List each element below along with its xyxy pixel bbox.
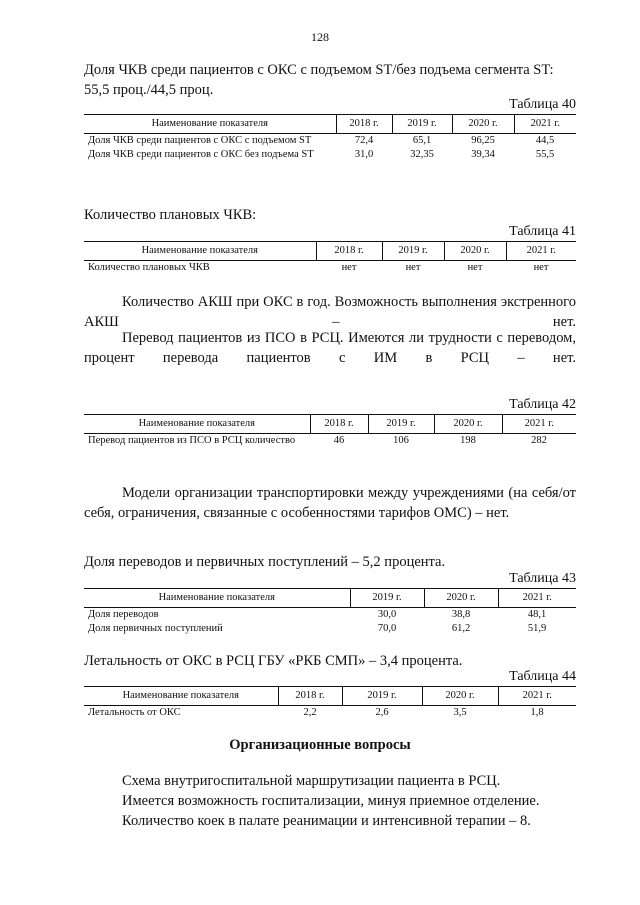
row-label: Перевод пациентов из ПСО в РСЦ количество bbox=[88, 435, 296, 446]
paragraph-planned-pci: Количество плановых ЧКВ: bbox=[84, 207, 257, 223]
cell-value: 96,25 bbox=[471, 135, 495, 146]
paragraph-transfer: Перевод пациентов из ПСО в РСЦ. Имеются ли трудности с переводом, процент перевода пациентов с ИМ в РСЦ – нет. bbox=[84, 330, 576, 366]
paragraph-cabg: Количество АКШ при ОКС в год. Возможность выполнения экстренного АКШ – нет. bbox=[84, 294, 576, 330]
cell-value: 48,1 bbox=[527, 609, 547, 620]
row-label: Доля первичных поступлений bbox=[88, 623, 223, 634]
table-header: 2020 г. bbox=[452, 115, 514, 134]
cell-value: 282 bbox=[531, 435, 547, 446]
table-header: 2018 г. bbox=[278, 687, 342, 706]
cell-value: 38,8 bbox=[451, 609, 471, 620]
table-header: 2021 г. bbox=[506, 242, 576, 261]
cell-value: 3,5 bbox=[453, 707, 467, 718]
table-header: 2019 г. bbox=[382, 242, 444, 261]
table-header: 2021 г. bbox=[514, 115, 576, 134]
cell-value: нет bbox=[405, 262, 421, 273]
cell-value: 39,34 bbox=[471, 149, 495, 160]
cell-value: 46 bbox=[333, 435, 345, 446]
table-header: 2018 г. bbox=[316, 242, 382, 261]
table-header: 2020 г. bbox=[422, 687, 498, 706]
row-label: Доля ЧКВ среди пациентов с ОКС с подъемом ST bbox=[88, 135, 312, 146]
table-header: 2019 г. bbox=[392, 115, 452, 134]
table-header: Наименование показателя bbox=[84, 589, 350, 608]
table-41 bbox=[84, 241, 576, 275]
cell-value: 31,0 bbox=[354, 149, 374, 160]
cell-value: нет bbox=[533, 262, 549, 273]
cell-value: 2,6 bbox=[375, 707, 389, 718]
paragraph-hospitalization: Имеется возможность госпитализации, минуя приемное отделение. bbox=[122, 793, 540, 809]
row-label: Доля переводов bbox=[88, 609, 159, 620]
table-row bbox=[84, 706, 576, 721]
cell-value: 44,5 bbox=[535, 135, 555, 146]
cell-value: 70,0 bbox=[377, 623, 397, 634]
table-row bbox=[84, 261, 576, 276]
cell-value: нет bbox=[467, 262, 483, 273]
row-label: Доля ЧКВ среди пациентов с ОКС без подъема ST bbox=[88, 149, 314, 160]
paragraph-mortality: Летальность от ОКС в РСЦ ГБУ «РКБ СМП» – 3,4 процента. bbox=[84, 653, 463, 669]
cell-value: 55,5 bbox=[535, 149, 555, 160]
table-row bbox=[84, 608, 576, 623]
table-header: 2019 г. bbox=[350, 589, 424, 608]
table-40-label: Таблица 40 bbox=[509, 97, 576, 112]
paragraph-pci-share: Доля ЧКВ среди пациентов с ОКС с подъемом ST/без подъема сегмента ST: 55,5 проц./44,5 проц. bbox=[84, 62, 554, 98]
table-header: 2021 г. bbox=[498, 687, 576, 706]
table-43 bbox=[84, 588, 576, 636]
table-header: Наименование показателя bbox=[84, 242, 316, 261]
table-40 bbox=[84, 114, 576, 162]
table-header: 2021 г. bbox=[502, 415, 576, 434]
cell-value: 65,1 bbox=[412, 135, 432, 146]
cell-value: 32,35 bbox=[410, 149, 434, 160]
table-row bbox=[84, 622, 576, 636]
table-43-label: Таблица 43 bbox=[509, 571, 576, 586]
table-header: 2019 г. bbox=[342, 687, 422, 706]
table-41-label: Таблица 41 bbox=[509, 224, 576, 239]
paragraph-transfer-share: Доля переводов и первичных поступлений – 5,2 процента. bbox=[84, 554, 446, 570]
table-row bbox=[84, 434, 576, 449]
cell-value: 30,0 bbox=[377, 609, 397, 620]
table-42 bbox=[84, 414, 576, 448]
table-header: 2020 г. bbox=[444, 242, 506, 261]
table-header: 2020 г. bbox=[434, 415, 502, 434]
paragraph-routing: Схема внутригоспитальной маршрутизации пациента в РСЦ. bbox=[122, 773, 501, 789]
table-header: 2018 г. bbox=[336, 115, 392, 134]
table-header: Наименование показателя bbox=[84, 115, 336, 134]
section-heading: Организационные вопросы bbox=[229, 737, 411, 753]
row-label: Количество плановых ЧКВ bbox=[88, 262, 210, 273]
cell-value: 61,2 bbox=[451, 623, 471, 634]
table-44-label: Таблица 44 bbox=[509, 669, 576, 684]
table-44 bbox=[84, 686, 576, 720]
cell-value: 106 bbox=[393, 435, 409, 446]
cell-value: нет bbox=[341, 262, 357, 273]
table-header: 2019 г. bbox=[368, 415, 434, 434]
page-number: 128 bbox=[311, 30, 329, 44]
table-header: 2018 г. bbox=[310, 415, 368, 434]
table-row bbox=[84, 134, 576, 149]
table-header: Наименование показателя bbox=[84, 415, 310, 434]
cell-value: 2,2 bbox=[303, 707, 317, 718]
paragraph-transport-models: Модели организации транспортировки между учреждениями (на себя/от себя, ограничения, связанные с особенностями тарифов ОМС) – нет. bbox=[84, 485, 576, 521]
table-row bbox=[84, 148, 576, 162]
table-42-label: Таблица 42 bbox=[509, 397, 576, 412]
paragraph-icu-beds: Количество коек в палате реанимации и интенсивной терапии – 8. bbox=[122, 813, 531, 829]
cell-value: 198 bbox=[460, 435, 476, 446]
table-header: Наименование показателя bbox=[84, 687, 278, 706]
table-header: 2021 г. bbox=[498, 589, 576, 608]
table-header: 2020 г. bbox=[424, 589, 498, 608]
row-label: Летальность от ОКС bbox=[88, 707, 181, 718]
cell-value: 72,4 bbox=[354, 135, 374, 146]
cell-value: 51,9 bbox=[527, 623, 547, 634]
cell-value: 1,8 bbox=[530, 707, 544, 718]
